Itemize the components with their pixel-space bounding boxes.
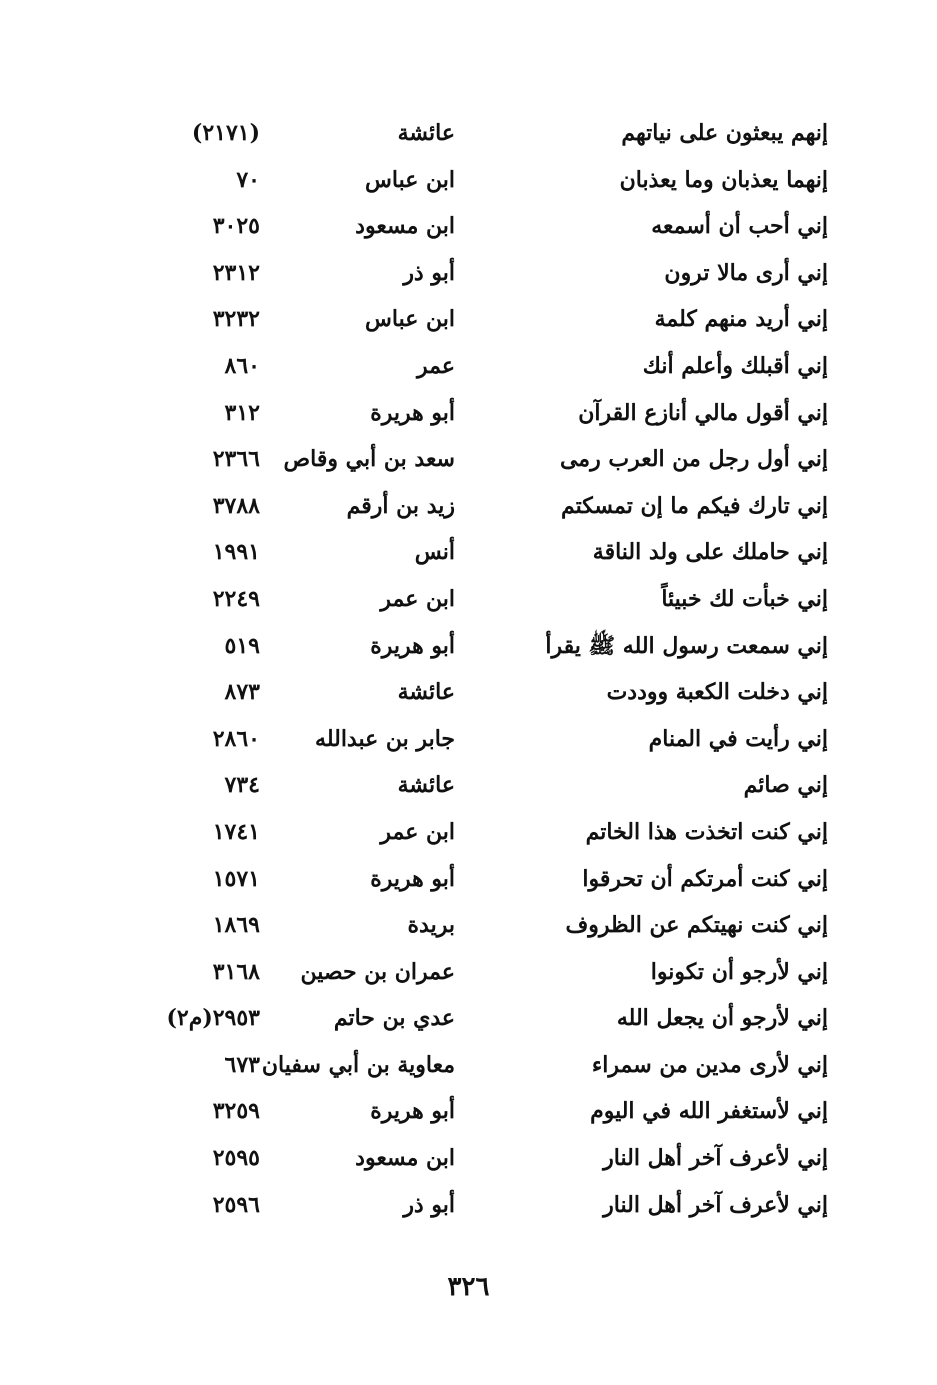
hadith-number: ٧٣٤: [224, 772, 260, 799]
hadith-number: ٣٧٨٨: [212, 492, 260, 519]
index-row: [150, 436, 840, 483]
hadith-number: ١٩٩١: [212, 539, 260, 566]
narrator-name: عائشة: [397, 772, 455, 799]
narrator-name: عدي بن حاتم: [333, 1005, 455, 1032]
hadith-text: إني لأعرف آخر أهل النار: [603, 1191, 828, 1218]
narrator-name: ابن عمر: [380, 818, 455, 845]
index-row: [150, 902, 840, 949]
index-row: [150, 157, 840, 204]
hadith-number: ٣٢٣٢: [212, 306, 260, 333]
hadith-number: ٢٩٥٣(م٢): [166, 1005, 260, 1032]
narrator-name: جابر بن عبدالله: [315, 725, 455, 752]
index-row: [150, 296, 840, 343]
narrator-name: زيد بن أرقم: [346, 492, 455, 519]
hadith-number: (٢١٧١): [191, 120, 260, 146]
hadith-text: إني أحب أن أسمعه: [651, 213, 828, 240]
hadith-number: ٢٨٦٠: [212, 725, 260, 752]
hadith-text: إني تارك فيكم ما إن تمسكتم: [560, 492, 828, 519]
index-row: [150, 576, 840, 623]
narrator-name: عائشة: [397, 120, 455, 146]
hadith-text: إنهما يعذبان وما يعذبان: [619, 166, 828, 193]
hadith-text: إني خبأت لك خبيئاً: [661, 585, 828, 612]
hadith-text: إني أقبلك وأعلم أنك: [642, 352, 828, 379]
hadith-number: ٢٣٦٦: [212, 446, 260, 473]
narrator-name: عائشة: [397, 679, 455, 706]
hadith-number: ٨٧٣: [224, 679, 260, 706]
narrator-name: أبو هريرة: [370, 632, 455, 659]
narrator-name: ابن عباس: [365, 306, 455, 333]
index-row: [150, 809, 840, 856]
hadith-text: إني لأرى مدين من سمراء: [591, 1051, 828, 1078]
hadith-text: إني أريد منهم كلمة: [654, 306, 828, 333]
hadith-text: إني سمعت رسول الله ﷺ يقرأ: [545, 632, 828, 659]
index-row: [150, 716, 840, 763]
narrator-name: أنس: [414, 539, 455, 566]
hadith-text: إني كنت اتخذت هذا الخاتم: [585, 818, 828, 845]
index-row: [150, 250, 840, 297]
hadith-number: ١٥٧١: [212, 865, 260, 892]
hadith-text: إني أقول مالي أنازع القرآن: [578, 399, 828, 426]
index-row: [150, 203, 840, 250]
hadith-number: ٨٦٠: [224, 352, 260, 379]
hadith-number: ٣١٦٨: [212, 958, 260, 985]
hadith-text: إني لأستغفر الله في اليوم: [590, 1098, 828, 1125]
narrator-name: أبو ذر: [403, 259, 455, 286]
hadith-index-list: [150, 110, 840, 1228]
hadith-number: ٣٢٥٩: [212, 1098, 260, 1125]
index-row: [150, 390, 840, 437]
index-row: [150, 856, 840, 903]
hadith-text: إني لأعرف آخر أهل النار: [603, 1145, 828, 1172]
narrator-name: ابن مسعود: [355, 213, 455, 240]
index-row: [150, 949, 840, 996]
hadith-number: ٢٣١٢: [212, 259, 260, 286]
hadith-number: ٦٧٣: [224, 1051, 260, 1078]
narrator-name: ابن عباس: [365, 166, 455, 193]
hadith-text: إنهم يبعثون على نياتهم: [621, 120, 828, 146]
narrator-name: أبو هريرة: [370, 1098, 455, 1125]
narrator-name: عمران بن حصين: [300, 958, 455, 985]
index-row: [150, 110, 840, 157]
narrator-name: عمر: [417, 352, 455, 379]
hadith-number: ١٧٤١: [212, 818, 260, 845]
hadith-text: إني أول رجل من العرب رمى: [559, 446, 828, 473]
hadith-text: إني كنت أمرتكم أن تحرقوا: [582, 865, 828, 892]
narrator-name: بريدة: [407, 912, 455, 939]
hadith-number: ١٨٦٩: [212, 912, 260, 939]
index-row: [150, 1042, 840, 1089]
narrator-name: ابن عمر: [380, 585, 455, 612]
index-row: [150, 995, 840, 1042]
hadith-text: إني لأرجو أن يجعل الله: [616, 1005, 828, 1032]
hadith-text: إني صائم: [743, 772, 828, 799]
hadith-text: إني لأرجو أن تكونوا: [650, 958, 828, 985]
narrator-name: ابن مسعود: [355, 1145, 455, 1172]
page-number: ٣٢٦: [447, 1272, 490, 1302]
hadith-number: ٥١٩: [224, 632, 260, 659]
index-row: [150, 343, 840, 390]
hadith-number: ٧٠: [236, 166, 260, 193]
hadith-text: إني دخلت الكعبة ووددت: [606, 679, 828, 706]
narrator-name: معاوية بن أبي سفيان: [261, 1051, 455, 1078]
narrator-name: سعد بن أبي وقاص: [283, 446, 455, 473]
index-row: [150, 623, 840, 670]
narrator-name: أبو هريرة: [370, 865, 455, 892]
index-row: [150, 1182, 840, 1229]
hadith-number: ٢٥٩٥: [212, 1145, 260, 1172]
hadith-text: إني أرى مالا ترون: [664, 259, 828, 286]
index-row: [150, 1135, 840, 1182]
index-row: [150, 669, 840, 716]
hadith-text: إني كنت نهيتكم عن الظروف: [565, 912, 828, 939]
hadith-number: ٣١٢: [224, 399, 260, 426]
index-row: [150, 762, 840, 809]
hadith-number: ٢٢٤٩: [212, 585, 260, 612]
hadith-text: إني حاملك على ولد الناقة: [592, 539, 828, 566]
index-row: [150, 1088, 840, 1135]
narrator-name: أبو ذر: [403, 1191, 455, 1218]
hadith-number: ٢٥٩٦: [212, 1191, 260, 1218]
narrator-name: أبو هريرة: [370, 399, 455, 426]
hadith-text: إني رأيت في المنام: [648, 725, 828, 752]
index-row: [150, 529, 840, 576]
hadith-number: ٣٠٢٥: [212, 213, 260, 240]
index-row: [150, 483, 840, 530]
